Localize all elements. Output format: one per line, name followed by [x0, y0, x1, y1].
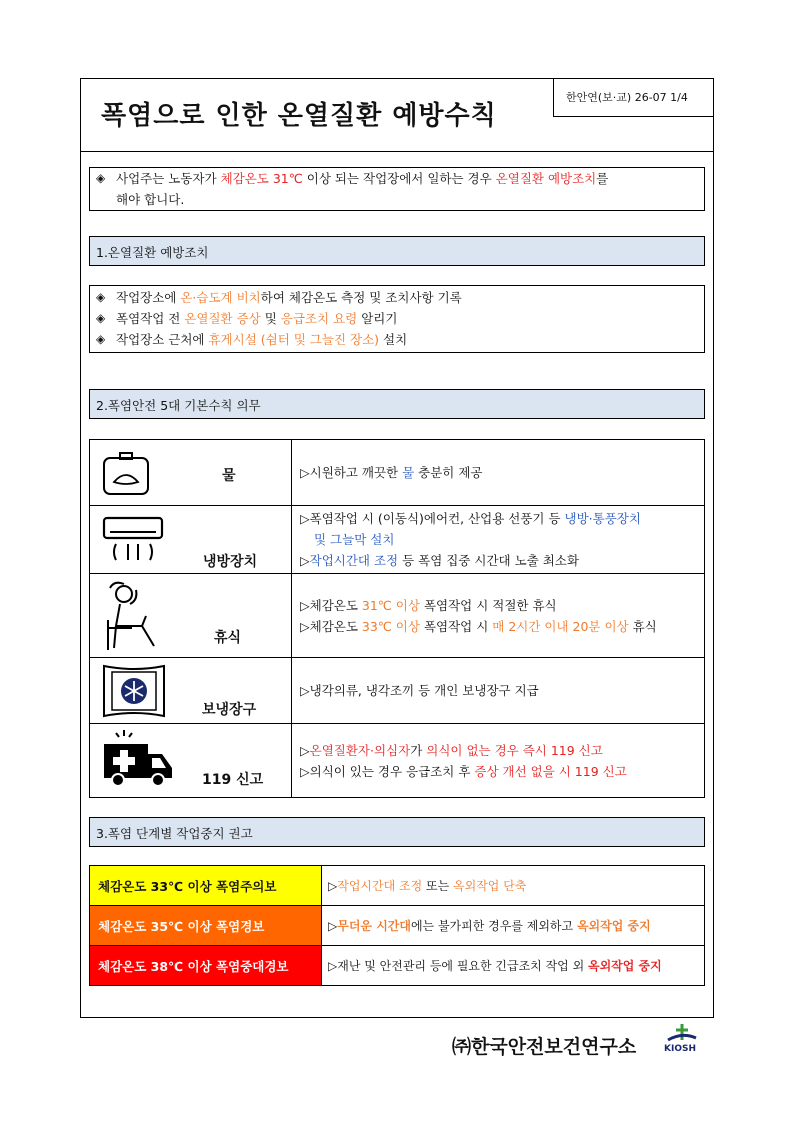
section3-heading: 3.폭염 단계별 작업중지 권고: [89, 817, 705, 847]
table-row: 보냉장구 ▷냉각의류, 냉각조끼 등 개인 보냉장구 지급: [90, 658, 705, 724]
rule-label: 냉방장치: [203, 554, 258, 570]
rule-label: 119 신고: [202, 772, 264, 788]
table-row: 체감온도 33℃ 이상 폭염주의보 ▷작업시간대 조정 또는 옥외작업 단축: [90, 866, 705, 906]
intro-box: [89, 167, 705, 211]
section2-heading: 2.폭염안전 5대 기본수칙 의무: [89, 389, 705, 419]
ambulance-icon: [102, 728, 174, 790]
cooling-pack-icon: [102, 662, 166, 720]
organization-name: ㈜한국안전보건연구소: [452, 1036, 637, 1058]
stage-table: [89, 865, 705, 986]
page-title: 폭염으로 인한 온열질환 예방수칙: [101, 101, 497, 131]
logo-text: KIOSH: [664, 1044, 696, 1054]
stage-level: 체감온도 38℃ 이상 폭염중대경보: [90, 946, 322, 986]
diamond-bullet-icon: ◈: [96, 171, 106, 185]
table-row: 냉방장치 ▷폭염작업 시 (이동식)에어컨, 산업용 선풍기 등 냉방·통풍장치 및 그늘막 설치 ▷작업시간대 조정 등 폭염 집중 시간대 노출 최소화: [90, 506, 705, 574]
table-row: 물 ▷시원하고 깨끗한 물 충분히 제공: [90, 440, 705, 506]
water-bag-icon: [102, 452, 150, 496]
intro-text-line2: 해야 합니다.: [116, 192, 185, 207]
basic-rules-table: [89, 439, 705, 798]
intro-text: 사업주는 노동자가 체감온도 31℃ 이상 되는 작업장에서 일하는 경우 온열질환 예방조치를: [116, 171, 609, 186]
section1-heading: 1.온열질환 예방조치: [89, 236, 705, 266]
rule-label: 물: [222, 468, 236, 484]
document-code: 한안연(보·교) 26-07 1/4: [553, 79, 713, 117]
title-box: [81, 79, 713, 152]
rule-label: 보냉장구: [202, 702, 257, 718]
stage-level: 체감온도 35℃ 이상 폭염경보: [90, 906, 322, 946]
stage-level: 체감온도 33℃ 이상 폭염주의보: [90, 866, 322, 906]
list-item: ◈ 폭염작업 전 온열질환 증상 및 응급조치 요령 알리기: [96, 308, 698, 329]
diamond-bullet-icon: ◈: [96, 311, 106, 325]
section1-box: [89, 285, 705, 353]
diamond-bullet-icon: ◈: [96, 290, 106, 304]
rule-label: 휴식: [214, 630, 242, 646]
table-row: 119 신고 ▷온열질환자·의심자가 의식이 없는 경우 즉시 119 신고 ▷의식이 있는 경우 응급조치 후 증상 개선 없을 시 119 신고: [90, 724, 705, 798]
table-row: 휴식 ▷체감온도 31℃ 이상 폭염작업 시 적절한 휴식 ▷체감온도 33℃ 이상 폭염작업 시 매 2시간 이내 20분 이상 휴식: [90, 574, 705, 658]
list-item: ◈ 작업장소 근처에 휴게시설 (쉼터 및 그늘진 장소) 설치: [96, 329, 698, 350]
page-frame: [80, 78, 714, 1018]
diamond-bullet-icon: ◈: [96, 332, 106, 346]
list-item: ◈ 작업장소에 온·습도계 비치하여 체감온도 측정 및 조치사항 기록: [96, 287, 698, 308]
air-conditioner-icon: [102, 516, 164, 564]
table-row: 체감온도 35℃ 이상 폭염경보 ▷무더운 시간대에는 불가피한 경우를 제외하고 옥외작업 중지: [90, 906, 705, 946]
resting-person-icon: [102, 580, 166, 652]
table-row: 체감온도 38℃ 이상 폭염중대경보 ▷재난 및 안전관리 등에 필요한 긴급조치 작업 외 옥외작업 중지: [90, 946, 705, 986]
